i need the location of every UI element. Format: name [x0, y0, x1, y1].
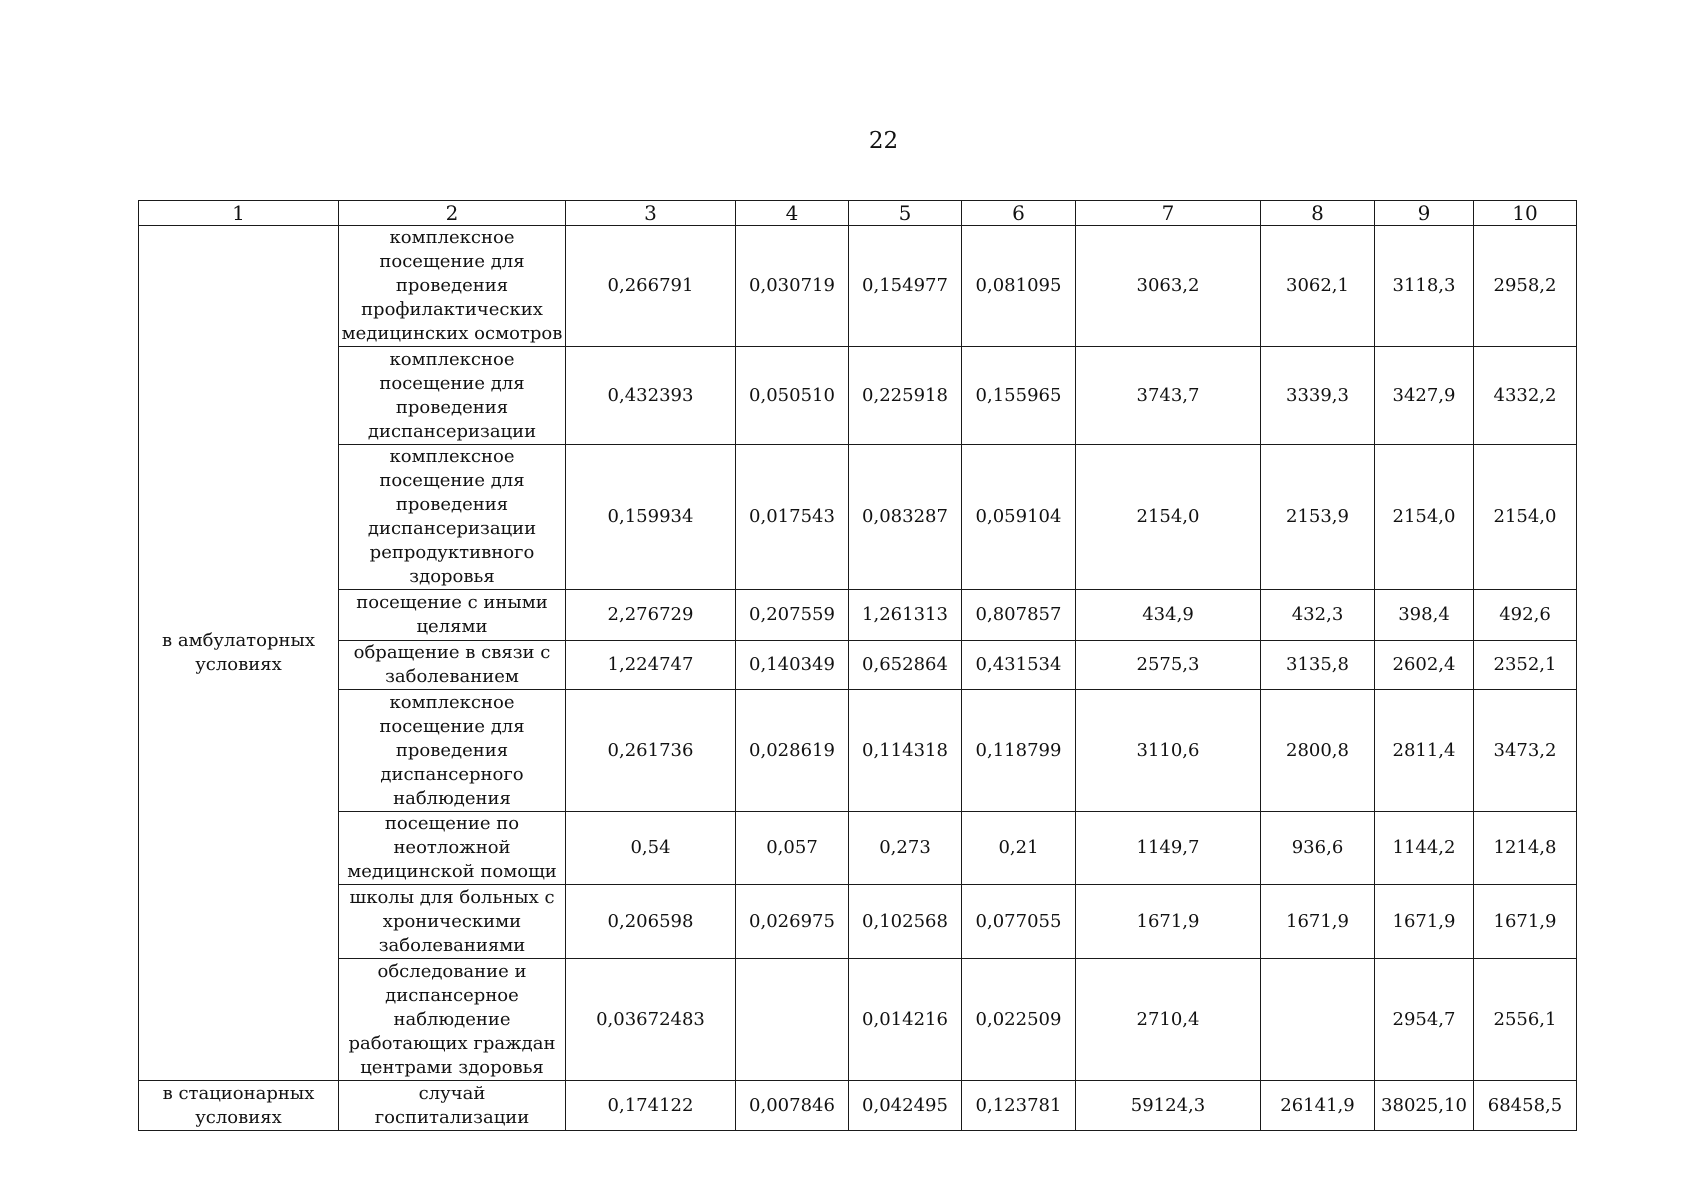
table-cell: 2154,0	[1076, 445, 1261, 590]
table-cell: 0,057	[736, 812, 849, 885]
table-cell: 2811,4	[1375, 690, 1474, 812]
table-cell	[1261, 959, 1375, 1081]
table-row	[139, 347, 1577, 445]
row-name: случай госпитализации	[339, 1081, 566, 1131]
table-cell: 0,03672483	[566, 959, 736, 1081]
table-cell: 2352,1	[1474, 641, 1577, 690]
table-cell: 0,028619	[736, 690, 849, 812]
table-cell: 0,050510	[736, 347, 849, 445]
table-cell: 1671,9	[1261, 885, 1375, 959]
table-cell: 3427,9	[1375, 347, 1474, 445]
table-cell: 0,155965	[962, 347, 1076, 445]
table-row	[139, 885, 1577, 959]
table-cell: 0,123781	[962, 1081, 1076, 1131]
table-cell: 492,6	[1474, 590, 1577, 641]
table-cell: 0,007846	[736, 1081, 849, 1131]
row-name: посещение с иными целями	[339, 590, 566, 641]
row-name: комплексное посещение для проведения профилактических медицинских осмотров	[339, 226, 566, 347]
table-cell: 3062,1	[1261, 226, 1375, 347]
table-cell: 0,102568	[849, 885, 962, 959]
table-cell: 3135,8	[1261, 641, 1375, 690]
table-cell: 0,266791	[566, 226, 736, 347]
table-cell: 26141,9	[1261, 1081, 1375, 1131]
table-cell: 3473,2	[1474, 690, 1577, 812]
table-cell: 0,807857	[962, 590, 1076, 641]
table-cell: 3118,3	[1375, 226, 1474, 347]
table-cell: 0,022509	[962, 959, 1076, 1081]
table-cell: 0,042495	[849, 1081, 962, 1131]
table-cell: 0,652864	[849, 641, 962, 690]
group-label-outpatient: в амбулаторных условиях	[139, 226, 339, 1081]
table-cell: 1671,9	[1076, 885, 1261, 959]
header-cell: 9	[1375, 201, 1474, 226]
table-cell: 2710,4	[1076, 959, 1261, 1081]
table-cell: 0,159934	[566, 445, 736, 590]
table-cell: 0,118799	[962, 690, 1076, 812]
table-cell: 2958,2	[1474, 226, 1577, 347]
table-cell: 2,276729	[566, 590, 736, 641]
group-label-inpatient: в стационарных условиях	[139, 1081, 339, 1131]
table-cell: 2153,9	[1261, 445, 1375, 590]
header-cell: 1	[139, 201, 339, 226]
row-name: обращение в связи с заболеванием	[339, 641, 566, 690]
table-cell: 0,140349	[736, 641, 849, 690]
table-cell: 0,273	[849, 812, 962, 885]
table-row	[139, 812, 1577, 885]
table-cell: 0,261736	[566, 690, 736, 812]
table-row	[139, 445, 1577, 590]
table-cell: 2602,4	[1375, 641, 1474, 690]
header-cell: 5	[849, 201, 962, 226]
row-name: комплексное посещение для проведения диспансерного наблюдения	[339, 690, 566, 812]
table-cell: 0,014216	[849, 959, 962, 1081]
table-row	[139, 590, 1577, 641]
table-cell: 68458,5	[1474, 1081, 1577, 1131]
table-cell: 1671,9	[1375, 885, 1474, 959]
table-cell: 2154,0	[1375, 445, 1474, 590]
table-cell: 936,6	[1261, 812, 1375, 885]
table-cell: 0,059104	[962, 445, 1076, 590]
header-cell: 7	[1076, 201, 1261, 226]
table-cell: 0,225918	[849, 347, 962, 445]
table-row	[139, 226, 1577, 347]
page-number: 22	[868, 128, 899, 154]
table-cell: 1,261313	[849, 590, 962, 641]
table-cell: 0,154977	[849, 226, 962, 347]
table-cell: 0,030719	[736, 226, 849, 347]
table-cell: 59124,3	[1076, 1081, 1261, 1131]
header-cell: 10	[1474, 201, 1577, 226]
table-row	[139, 959, 1577, 1081]
table-cell: 2556,1	[1474, 959, 1577, 1081]
row-name: комплексное посещение для проведения диспансеризации репродуктивного здоровья	[339, 445, 566, 590]
table-cell: 2575,3	[1076, 641, 1261, 690]
table-cell: 0,432393	[566, 347, 736, 445]
table-cell: 398,4	[1375, 590, 1474, 641]
table-cell: 0,54	[566, 812, 736, 885]
table-cell: 1,224747	[566, 641, 736, 690]
table-cell: 4332,2	[1474, 347, 1577, 445]
table-cell: 0,077055	[962, 885, 1076, 959]
table-row	[139, 690, 1577, 812]
header-cell: 2	[339, 201, 566, 226]
header-cell: 8	[1261, 201, 1375, 226]
row-name: посещение по неотложной медицинской помощи	[339, 812, 566, 885]
table-cell: 0,207559	[736, 590, 849, 641]
row-name: школы для больных с хроническими заболеваниями	[339, 885, 566, 959]
table-cell: 1671,9	[1474, 885, 1577, 959]
table-cell: 3063,2	[1076, 226, 1261, 347]
data-table	[138, 200, 1577, 1131]
header-cell: 6	[962, 201, 1076, 226]
table-cell: 0,083287	[849, 445, 962, 590]
table-cell: 0,081095	[962, 226, 1076, 347]
table-cell: 38025,10	[1375, 1081, 1474, 1131]
table-cell: 0,114318	[849, 690, 962, 812]
table-cell: 1214,8	[1474, 812, 1577, 885]
table-cell: 2154,0	[1474, 445, 1577, 590]
table-cell: 0,026975	[736, 885, 849, 959]
table-cell: 432,3	[1261, 590, 1375, 641]
header-cell: 3	[566, 201, 736, 226]
table-cell: 0,21	[962, 812, 1076, 885]
table-cell: 1144,2	[1375, 812, 1474, 885]
header-cell: 4	[736, 201, 849, 226]
table-cell	[736, 959, 849, 1081]
table-row	[139, 1081, 1577, 1131]
row-name: обследование и диспансерное наблюдение работающих граждан центрами здоровья	[339, 959, 566, 1081]
table-row	[139, 641, 1577, 690]
table-cell: 0,174122	[566, 1081, 736, 1131]
table-cell: 3743,7	[1076, 347, 1261, 445]
table-cell: 2954,7	[1375, 959, 1474, 1081]
table-cell: 0,431534	[962, 641, 1076, 690]
table-cell: 3110,6	[1076, 690, 1261, 812]
table-cell: 3339,3	[1261, 347, 1375, 445]
table-cell: 2800,8	[1261, 690, 1375, 812]
row-name: комплексное посещение для проведения диспансеризации	[339, 347, 566, 445]
table-cell: 1149,7	[1076, 812, 1261, 885]
header-row	[139, 201, 1577, 226]
table-cell: 434,9	[1076, 590, 1261, 641]
table-cell: 0,017543	[736, 445, 849, 590]
table-cell: 0,206598	[566, 885, 736, 959]
